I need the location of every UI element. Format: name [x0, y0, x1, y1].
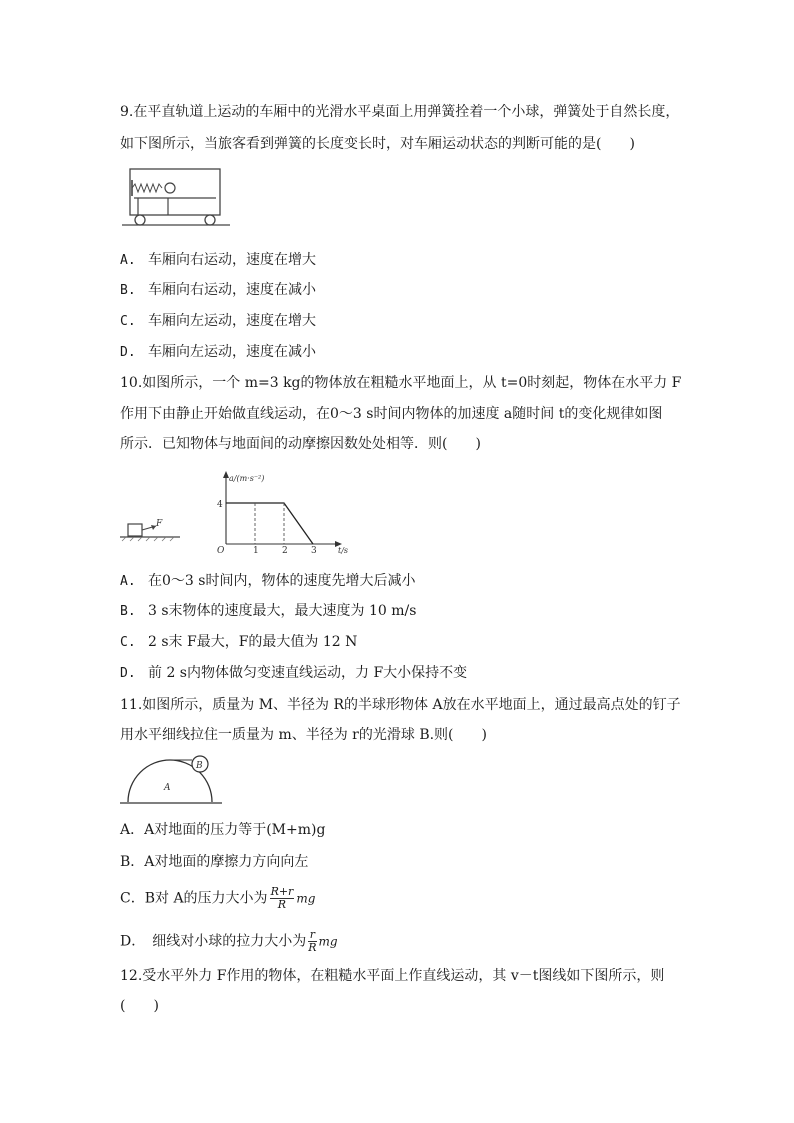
q9-option-a: A. 车厢向右运动，速度在增大 [120, 252, 316, 268]
label-B: B [196, 761, 203, 771]
q10-stem-line2: 作用下由静止开始做直线运动，在0～3 s时间内物体的加速度 a随时间 t的变化规律如图 [120, 406, 663, 422]
q11-option-c: C．B对 A的压力大小为 $\frac{R+r}{R}$ mg [120, 885, 316, 911]
fraction-r-over-r: $\frac{r}{R}$ [308, 928, 317, 954]
q9-option-b: B. 车厢向右运动，速度在减小 [120, 282, 316, 298]
x-tick-2: 2 [282, 546, 288, 554]
block [128, 524, 142, 536]
q11-hemisphere-figure [118, 752, 224, 808]
q11-option-b: B．A对地面的摩擦力方向向左 [120, 854, 309, 870]
fraction-r-plus-r-over-r: $\frac{R+r}{R}$ [270, 885, 294, 911]
x-tick-3: 3 [311, 546, 317, 554]
q10-option-b: B. 3 s末物体的速度最大，最大速度为 10 m/s [120, 603, 417, 619]
q10-block-figure [118, 468, 188, 548]
y-axis-label: a/(m·s⁻²) [229, 474, 265, 483]
q12-stem-line2: ( ) [120, 998, 159, 1014]
q9-option-c: C. 车厢向左运动，速度在增大 [120, 313, 316, 329]
q11-stem-line1: 11.如图所示，质量为 M、半径为 R的半球形物体 A放在水平地面上，通过最高点处的钉子 [120, 697, 681, 713]
q9-stem-line1: 9.在平直轨道上运动的车厢中的光滑水平桌面上用弹簧拴着一个小球，弹簧处于自然长度， [120, 104, 680, 120]
ball [165, 183, 175, 193]
a-t-curve [226, 503, 313, 544]
q12-stem-line1: 12.受水平外力 F作用的物体，在粗糙水平面上作直线运动，其 v－t图线如下图所示，则 [120, 968, 665, 984]
label-A: A [164, 783, 171, 793]
q11-stem-line2: 用水平细线拉住一质量为 m、半径为 r的光滑球 B.则( ) [120, 727, 487, 743]
spring [132, 184, 162, 192]
q9-stem-line2: 如下图所示，当旅客看到弹簧的长度变长时，对车厢运动状态的判断可能的是( ) [120, 136, 635, 152]
q10-option-a: A. 在0～3 s时间内，物体的速度先增大后减小 [120, 573, 416, 589]
q11-option-a: A．A对地面的压力等于(M+m)g [120, 822, 326, 838]
q10-stem-line1: 10.如图所示，一个 m=3 kg的物体放在粗糙水平地面上，从 t=0时刻起，物体在水平力 F [120, 375, 682, 391]
q10-stem-line3: 所示．已知物体与地面间的动摩擦因数处处相等．则( ) [120, 436, 481, 452]
force-label: F [156, 519, 163, 529]
q10-option-c: C. 2 s末 F最大，F的最大值为 12 N [120, 634, 358, 650]
q10-option-d: D. 前 2 s内物体做匀变速直线运动，力 F大小保持不变 [120, 665, 468, 681]
q9-option-d: D. 车厢向左运动，速度在减小 [120, 344, 316, 360]
q11-option-d: D． 细线对小球的拉力大小为 $\frac{r}{R}$ mg [120, 928, 338, 954]
x-tick-1: 1 [253, 546, 259, 554]
x-axis-label: t/s [338, 546, 349, 554]
origin-label: O [217, 546, 225, 554]
wheel-right [205, 215, 215, 225]
wheel-left [135, 215, 145, 225]
q9-train-car-figure [120, 166, 232, 228]
y-tick-4: 4 [217, 500, 223, 510]
q10-a-t-graph [212, 468, 358, 554]
